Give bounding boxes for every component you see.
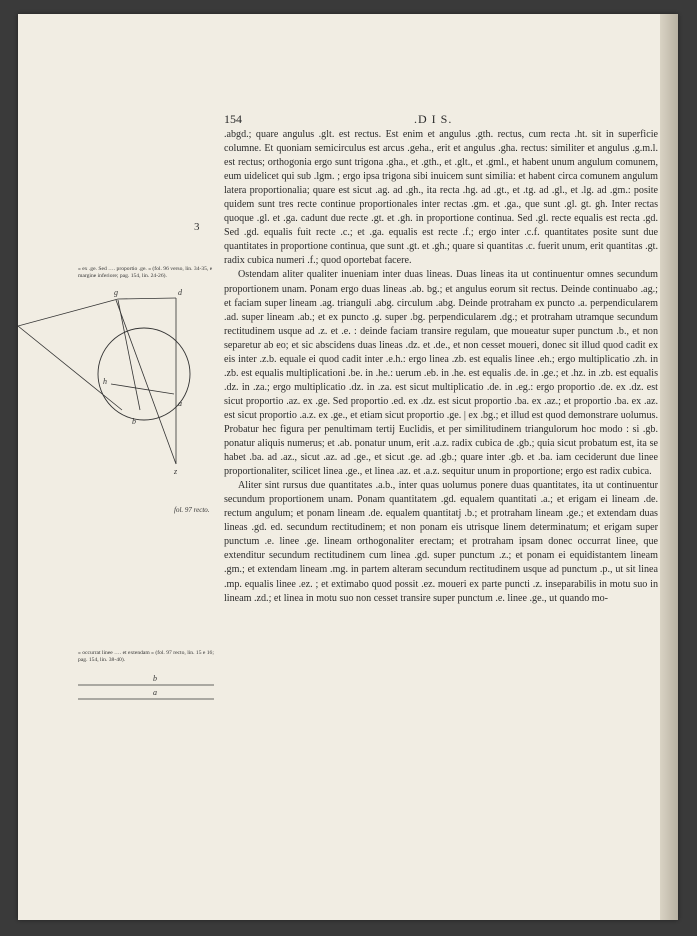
geometric-figure xyxy=(18,286,218,516)
margin-note: « ex .ge. Sed …. proportio .ge. » (fol. 96 verso, lin. 34-35, e margine inferiore; pag. 154, lin. 24-26). xyxy=(78,266,213,279)
margin-note: « occurrat linee …. et extendam » (fol. 97 recto, lin. 15 e 16; pag. 154, lin. 38-40). xyxy=(78,650,214,663)
line-g-d xyxy=(118,298,176,299)
line-diag xyxy=(116,300,176,464)
paragraph: .abgd.; quare angulus .glt. est rectus. Est enim et angulus .gth. rectus, cum recta .ht. sit in superficie columne. Et quoniam semicirculus est arcus .geha., erit et angulus .gha. rectus: similiter et angulus .g.m.l. est rectus; orthogonia ergo sunt trigona .gha., et .gth., et .glt., et .gml., et habent unum angulum comunem, eum uidelicet qui sub .lgm. ; ergo ipsa trigona sibi inuicem sunt similia: et habent circa comunem angulum latera proportionalia; quare est sicut .ag. ad .gh., ita recta .hg. ad .gt., et .tg. ad .gl., et .lg. ad .gm.: posite quidem sunt tres recte continue proportionales inter rectas .gm. et .ga., que sunt .gl. gt. gh. Inter rectas quoque .gl. et .ga. cadunt due recte .gt. et .gh. in proportione continua. Sed .gl. recte equalis est recta .gd. Sed .gd. equalis fuit recte .c.; et .ga. equalis est recte .f.; ergo inter .c.f. quantitates posite sunt due quantitates in proportione continua, que sunt .gt. et .gh.; quare si quantitas .c. fuerit unum, erit quantitas .gt. radix cubica numeri .f.; quod oportebat facere. xyxy=(224,129,658,267)
label-b: b xyxy=(153,674,157,683)
line-chord xyxy=(118,300,140,410)
line-ext-top xyxy=(18,299,118,326)
line-figure xyxy=(76,674,216,704)
label-a: a xyxy=(178,399,182,408)
label-d: d xyxy=(178,288,182,297)
figure-caption: fol. 97 recto. xyxy=(174,506,210,514)
main-text xyxy=(224,128,658,606)
page-edge xyxy=(660,14,678,920)
paragraph: Ostendam aliter qualiter inueniam inter duas lineas. Duas lineas ita ut continuentur omnes secundum proportionem unam. Ponam ergo duas lineas .ab. bg.; et angulus eorum sit rectus. Deinde continuabo .ag.; et faciam super lineam .ag. trianguli .abg. circulum .abg. Deinde protraham ex puncto .a. perpendicularem .ad. super lineam .ab.; et ex puncto .g. super .bg. perpendicularem .dg.; et protraham utramque secundum rectitudinem usque ad .z. et .e. : deinde faciam transire regulam, que moueatur super punctum .b., et non separetur ab eo; et sic abscidens duas lineas .dz. et .de., et non cesset moueri, donec sit illud quod cadit ex eis inter .z.b. equale ei quod cadit inter .e.h.: ergo linea .zb. est equalis linee .eh.; ergo multiplicatio .zh. in .zb. est equalis multiplicationi .be. in .he.: uerum .eb. in .he. est equalis .de. in .ge.; et .hz. in .zb. est equalis .dz. in .za.; ergo multiplicatio .dz. in .za. est sicut multiplicatio .de. in .eg.: ergo proportio .de. ex .dz. est sicut proportio .az. ex .ge. Sed proportio .ed. ex .dz. est sicut proportio .ba. ex .az.; et proportio .ba. ex .az. est sicut proportio .a.z. ex .ge., et etiam sicut proportio .ge. | ex .bg.; et illud est quod demonstrare uolumus. Probatur hec figura per penultimam tertij Euclidis, et per similitudinem triangulorum hoc modo : si .gb. ponatur aliquis numerus; et .ab. ponatur unum, erit .a.z. radix cubica de .gb.; quia sicut probatum est, ita se habet .ba. ad .az., sicut .az. ad .ge., et sicut .ge. ad .gb.; quare inter .gb. et .ba. iam ceciderunt due linee proportionaliter, scilicet linea .ge., et linea .az. et .a.z. sequitur unum in proportione; ergo est radix cubica. xyxy=(224,269,658,478)
running-head: .D I S. xyxy=(414,112,453,126)
label-h: h xyxy=(103,377,107,386)
page-header xyxy=(224,112,654,128)
label-z: z xyxy=(174,467,178,476)
line-ext-left xyxy=(18,326,122,410)
paragraph: Aliter sint rursus due quantitates .a.b., inter quas uolumus ponere duas quantitates, ita ut continuentur secundum proportionem unam. Ponam quantitatem .gd. equalem quantitati .a.; et erigam ei lineam .de. rectum angulum; et ponam lineam .de. equalem quantitatj .b.; et protraham lineam .ge.; et extendam duas lineas .gd. ed. secundum rectitudinem; et non ponam eis utrisque linem determinatum; et erigam super punctum .e. linee .ge. lineam orthogonaliter erectam; et protraham ipsam donec occurrat linee, que extenditur secundum rectitudinem cum linea .gd. super punctum .z.; et ponam ei equidistantem lineam .gm.; et extendam lineam .mg. in partem alteram secundum rectitudinem usque ad punctum .p., ut sit linea .mp. equalis linee .ez. ; et extimabo quod possit .ez. moueri ex parte puncti .z. inseparabilis in motu suo in lineam .zd.; et linea in motu suo non cesset transire super punctum .e. linee .ge., ut quando mo- xyxy=(224,480,658,604)
label-a: a xyxy=(153,688,157,697)
page-number: 154 xyxy=(224,112,242,126)
book-page xyxy=(18,14,678,920)
label-b: b xyxy=(132,417,136,426)
margin-number: 3 xyxy=(194,221,200,233)
label-g: g xyxy=(114,288,118,297)
line-h-a xyxy=(111,384,174,394)
